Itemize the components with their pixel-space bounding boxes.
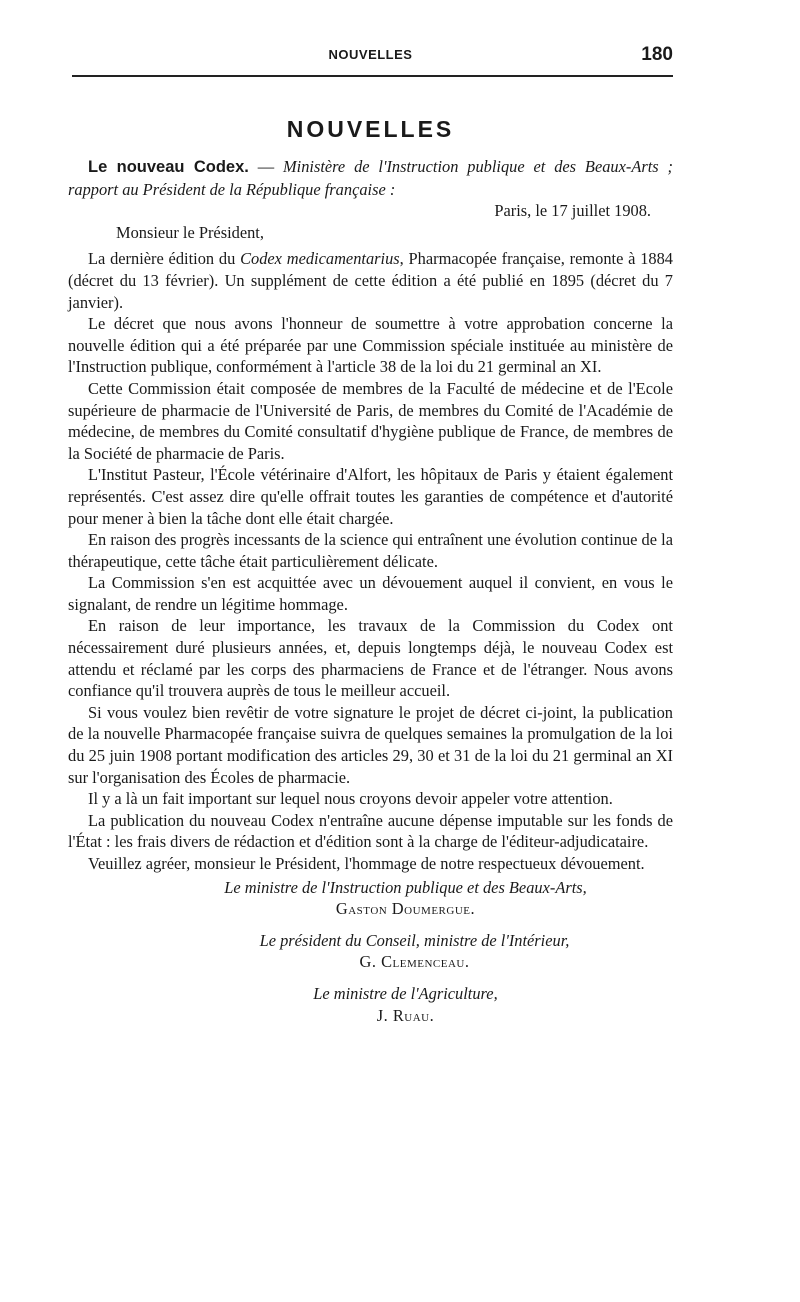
paragraph-1-text-a: La dernière édition du [88,249,241,269]
signature-title-3: Le ministre de l'Agriculture, [313,983,498,1003]
codex-title: Codex medicamentarius [240,249,400,269]
signature-title-1: Le ministre de l'Instruction publique et des Beaux-Arts, [224,877,587,897]
running-head [68,44,673,64]
signature-block [68,877,673,1027]
paragraph-2: Le décret que nous avons l'honneur de soumettre à votre approbation concerne la nouvelle édition qui a été préparée par une Commission spéciale instituée au ministère de l'Instruction publique, conformément à l'article 38 de la loi du 21 germinal an XI. [68,314,673,377]
paragraph-9: Il y a là un fait important sur lequel nous croyons devoir appeler votre attention. [88,789,613,809]
section-title: NOUVELLES [286,116,455,142]
paragraph-4: L'Institut Pasteur, l'École vétérinaire d'Alfort, les hôpitaux de Paris y étaient également représentés. C'est assez dire qu'elle offrait toutes les garanties de compétence et d'autorité pour mener à bien la tâche dont elle était chargée. [68,465,673,528]
salutation: Monsieur le Président, [116,222,264,242]
signature-name-2: G. Clemenceau. [359,952,470,972]
paragraph-6: La Commission s'en est acquittée avec un dévouement auquel il convient, en vous le signalant, de rendre un légitime hommage. [68,573,673,614]
article-body [68,156,673,1026]
dateline: Paris, le 17 juillet 1908. [494,201,651,221]
source-line: Ministère de l'Instruction publique et des Beaux-Arts ; rapport au Président de la République française : [68,157,673,199]
paragraph-1-text-b: , Pharmacopée française, remonte à 1884 (décret du 13 février). Un supplément de cette édition a été publié en 1895 (décret du 7 janvier). [68,249,673,312]
paragraph-5: En raison des progrès incessants de la science qui entraînent une évolution continue de la thérapeutique, cette tâche était particulièrement délicate. [68,530,673,571]
lead-title: Le nouveau Codex. [88,158,249,176]
signature-name-3: J. Ruau. [376,1005,435,1025]
paragraph-11: Veuillez agréer, monsieur le Président, l'hommage de notre respectueux dévouement. [88,854,645,873]
paragraph-3: Cette Commission était composée de membres de la Faculté de médecine et de l'Ecole supérieure de pharmacie de l'Université de Paris, de membres du Comité de l'Académie de médecine, de membres du Comité consultatif d'hygiène publique de France, de membres de la Société de pharmacie de Paris. [68,378,673,463]
paragraph-1 [68,248,673,313]
paragraph-7: En raison de leur importance, les travaux de la Commission du Codex ont nécessairement duré plusieurs années, et, depuis longtemps déjà, le nouveau Codex est attendu et réclamé par les corps des pharmaciens de France et de l'étranger. Nous avons confiance qu'il trouvera auprès de tous le meilleur accueil. [68,616,673,701]
lead-dash: — [248,157,283,176]
article-lead [68,156,673,200]
paragraph-8: Si vous voulez bien revêtir de votre signature le projet de décret ci-joint, la publication de la nouvelle Pharmacopée française suivra de quelques semaines la promulgation de la loi du 25 juin 1908 portant modification des articles 29, 30 et 31 de la loi du 21 germinal an XI sur l'organisation des Écoles de pharmacie. [68,702,673,787]
page-number: 180 [641,44,673,65]
signature-title-2: Le président du Conseil, ministre de l'Intérieur, [259,930,570,950]
signature-name-1: Gaston Doumergue. [335,899,476,919]
running-title: NOUVELLES [328,47,413,62]
paragraph-10: La publication du nouveau Codex n'entraîne aucune dépense imputable sur les fonds de l'État : les frais divers de rédaction et d'édition sont à la charge de l'éditeur-adjudicataire. [68,810,673,852]
header-rule [72,75,673,77]
